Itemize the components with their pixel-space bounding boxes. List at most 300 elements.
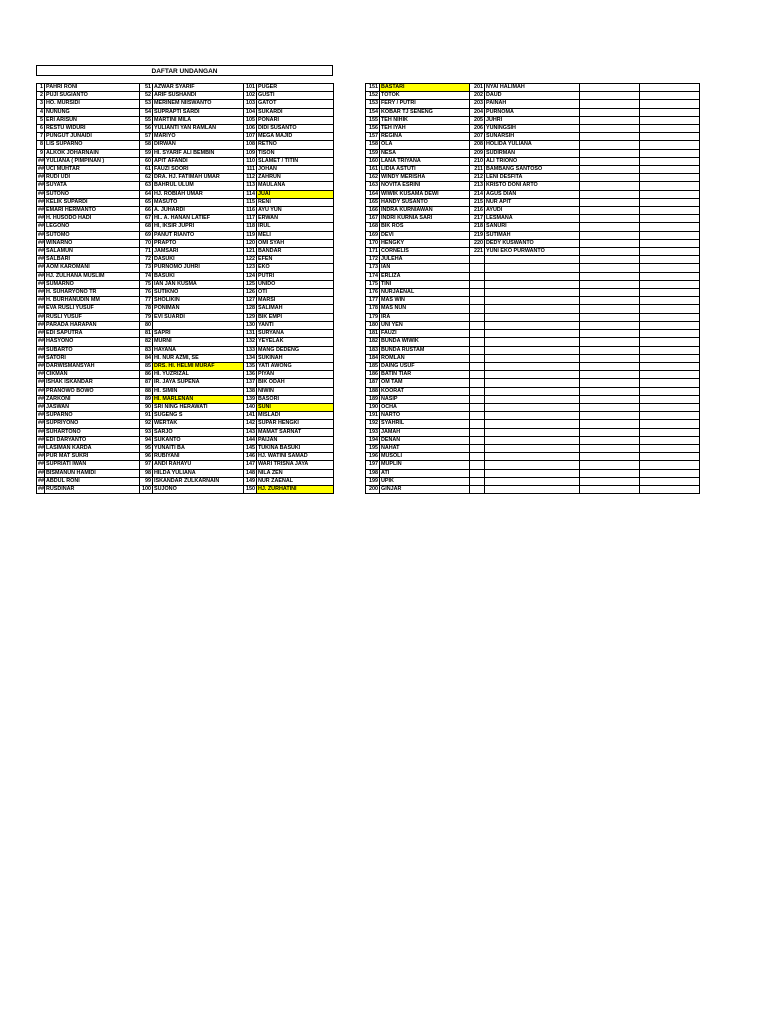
guest-number: 86 (140, 371, 153, 379)
guest-name: LASIMAN KARDA (45, 444, 140, 452)
guest-number: 77 (140, 297, 153, 305)
table-row (37, 231, 334, 239)
guest-number: 160 (366, 157, 380, 165)
table-row (366, 420, 700, 428)
guest-name: NYAI HALIMAH (485, 84, 580, 92)
guest-number: 113 (244, 182, 257, 190)
table-row (366, 313, 700, 321)
guest-name: SUTONO (45, 190, 140, 198)
table-row (37, 182, 334, 190)
table-row (366, 149, 700, 157)
empty-cell (580, 379, 640, 387)
empty-cell (640, 166, 700, 174)
guest-name: WINDY MERISHA (380, 174, 470, 182)
guest-number: 134 (244, 354, 257, 362)
guest-number: 62 (140, 174, 153, 182)
guest-number: ## (38, 436, 44, 443)
guest-number: ## (38, 256, 44, 263)
guest-name: INDRA KURNIAWAN (380, 207, 470, 215)
guest-number: 117 (244, 215, 257, 223)
guest-number: 68 (140, 223, 153, 231)
guest-number: 176 (366, 289, 380, 297)
guest-number: 66 (140, 207, 153, 215)
guest-name: MARIYO (153, 133, 244, 141)
guest-number: ## (38, 330, 44, 337)
empty-cell (640, 100, 700, 108)
guest-number: 61 (140, 166, 153, 174)
guest-name (485, 338, 580, 346)
empty-cell (580, 485, 640, 493)
guest-number: 100 (140, 485, 153, 493)
empty-cell (580, 84, 640, 92)
guest-number: 155 (366, 116, 380, 124)
table-row (366, 436, 700, 444)
guest-number: 63 (140, 182, 153, 190)
empty-cell (640, 84, 700, 92)
table-row (366, 297, 700, 305)
table-row (366, 387, 700, 395)
guest-number: 123 (244, 264, 257, 272)
guest-number: 200 (366, 485, 380, 493)
guest-number (470, 289, 485, 297)
guest-name: DRS. HI. HELMI MURAF (153, 362, 244, 370)
guest-name (485, 264, 580, 272)
guest-name: HJ. WATINI SAMAD (257, 453, 334, 461)
guest-name: DENAN (380, 436, 470, 444)
guest-number: 56 (140, 125, 153, 133)
guest-number: ## (38, 379, 44, 386)
guest-name: SALAMUN (45, 248, 140, 256)
guest-number: 132 (244, 338, 257, 346)
guest-number: 115 (244, 198, 257, 206)
table-row (366, 100, 700, 108)
guest-name: PUTRI (257, 272, 334, 280)
guest-number (470, 444, 485, 452)
table-row (366, 272, 700, 280)
guest-number: 185 (366, 362, 380, 370)
guest-name (485, 436, 580, 444)
guest-name: DIDI SUSANTO (257, 125, 334, 133)
guest-name: YULIANTI YAN RAMLAN (153, 125, 244, 133)
guest-name: ATI (380, 469, 470, 477)
table-row (37, 133, 334, 141)
guest-number: 177 (366, 297, 380, 305)
empty-cell (580, 182, 640, 190)
guest-number (470, 395, 485, 403)
empty-cell (640, 198, 700, 206)
table-row (366, 248, 700, 256)
guest-number: 217 (470, 215, 485, 223)
guest-number: ## (38, 346, 44, 353)
guest-number: 2 (37, 92, 45, 100)
guest-number: 179 (366, 313, 380, 321)
guest-name: OTI (257, 289, 334, 297)
guest-name: SAPRI (153, 330, 244, 338)
guest-name: KRISTO DONI ARTO (485, 182, 580, 190)
guest-number (470, 280, 485, 288)
guest-name: EVA RUSLI YUSUF (45, 305, 140, 313)
table-row (37, 297, 334, 305)
table-row (366, 157, 700, 165)
empty-cell (580, 321, 640, 329)
guest-name: SRI NING HERAWATI (153, 403, 244, 411)
guest-number: 133 (244, 346, 257, 354)
guest-number: 84 (140, 354, 153, 362)
table-row (366, 321, 700, 329)
guest-number: 83 (140, 346, 153, 354)
guest-number: 93 (140, 428, 153, 436)
table-row (366, 428, 700, 436)
guest-number: 106 (244, 125, 257, 133)
guest-name: DAING USUF (380, 362, 470, 370)
guest-number: 202 (470, 92, 485, 100)
guest-name: RESTU WIDURI (45, 125, 140, 133)
guest-number: 8 (37, 141, 45, 149)
table-row (37, 190, 334, 198)
table-row (37, 264, 334, 272)
guest-number: 172 (366, 256, 380, 264)
guest-name: SUKARDI (257, 108, 334, 116)
guest-number (470, 256, 485, 264)
empty-cell (580, 174, 640, 182)
guest-number: 220 (470, 239, 485, 247)
guest-name: MUSOLI (380, 453, 470, 461)
guest-name: SURYANA (257, 330, 334, 338)
guest-number (470, 420, 485, 428)
table-row (37, 256, 334, 264)
guest-name: SUPAR HENGKI (257, 420, 334, 428)
table-row (366, 108, 700, 116)
guest-name: BIK ODAH (257, 379, 334, 387)
guest-name: UPIK (380, 477, 470, 485)
guest-number: 221 (470, 248, 485, 256)
guest-name: RETNO (257, 141, 334, 149)
guest-number: 142 (244, 420, 257, 428)
guest-name (485, 371, 580, 379)
guest-name: JULEHA (380, 256, 470, 264)
guest-number: 121 (244, 248, 257, 256)
table-row (366, 256, 700, 264)
guest-name: AZWAR SYARIF (153, 84, 244, 92)
guest-number: 101 (244, 84, 257, 92)
guest-name (485, 305, 580, 313)
guest-name: EKO (257, 264, 334, 272)
table-row (37, 436, 334, 444)
empty-cell (580, 297, 640, 305)
empty-cell (640, 92, 700, 100)
guest-number: 184 (366, 354, 380, 362)
guest-number: 186 (366, 371, 380, 379)
guest-number: ## (38, 297, 44, 304)
guest-name: YANTI (257, 321, 334, 329)
guest-name: IAN JAN KUSMA (153, 280, 244, 288)
table-row (37, 100, 334, 108)
guest-name: RUDI UDI (45, 174, 140, 182)
empty-cell (580, 461, 640, 469)
guest-name (485, 280, 580, 288)
guest-number (470, 461, 485, 469)
guest-name: KELIK SUPARDI (45, 198, 140, 206)
guest-number: 82 (140, 338, 153, 346)
guest-number: 79 (140, 313, 153, 321)
guest-name: AYU YUN (257, 207, 334, 215)
table-row (366, 215, 700, 223)
guest-name: TEH IYAH (380, 125, 470, 133)
guest-name: BATIN TIAR (380, 371, 470, 379)
guest-number: 107 (244, 133, 257, 141)
table-row (37, 379, 334, 387)
guest-name: WERTAK (153, 420, 244, 428)
guest-number: 149 (244, 477, 257, 485)
empty-cell (580, 338, 640, 346)
empty-cell (580, 215, 640, 223)
table-row (366, 403, 700, 411)
table-row (366, 92, 700, 100)
empty-cell (580, 272, 640, 280)
guest-name: H. BURHANUDIN MM (45, 297, 140, 305)
table-row (37, 166, 334, 174)
guest-number: ## (38, 371, 44, 378)
guest-name: MANG DEDENG (257, 346, 334, 354)
guest-number (470, 428, 485, 436)
guest-number: 218 (470, 223, 485, 231)
guest-name: BASUKI (153, 272, 244, 280)
guest-number: ## (38, 215, 44, 222)
guest-number: 67 (140, 215, 153, 223)
guest-name: SUHARTONO (45, 428, 140, 436)
guest-name: BASORI (257, 395, 334, 403)
empty-cell (580, 198, 640, 206)
guest-number: 57 (140, 133, 153, 141)
guest-name: PONIMAN (153, 305, 244, 313)
guest-name: TEH NIHIK (380, 116, 470, 124)
guest-name: SUGENG S (153, 412, 244, 420)
guest-name: PUR MAT SUKRI (45, 453, 140, 461)
table-row (37, 338, 334, 346)
guest-name (485, 453, 580, 461)
empty-cell (640, 207, 700, 215)
guest-name: EVI SUARDI (153, 313, 244, 321)
guest-number: 90 (140, 403, 153, 411)
guest-name: DARWISMANSYAH (45, 362, 140, 370)
guest-number: 116 (244, 207, 257, 215)
guest-name: SUPRIYONO (45, 420, 140, 428)
table-row (366, 305, 700, 313)
guest-name: SANURI (485, 223, 580, 231)
guest-number: 54 (140, 108, 153, 116)
guest-name (485, 477, 580, 485)
guest-number: 197 (366, 461, 380, 469)
guest-name: PURNOMA (485, 108, 580, 116)
guest-number: ## (38, 182, 44, 189)
guest-name: YULIANA ( PIMPINAN ) (45, 157, 140, 165)
table-row (37, 395, 334, 403)
guest-number: 95 (140, 444, 153, 452)
empty-cell (640, 190, 700, 198)
guest-name: HENGKY (380, 239, 470, 247)
guest-number (470, 469, 485, 477)
guest-number: ## (38, 264, 44, 271)
guest-number: ## (38, 362, 44, 369)
empty-cell (640, 280, 700, 288)
guest-number: 169 (366, 231, 380, 239)
empty-cell (640, 141, 700, 149)
guest-name: SUJONO (153, 485, 244, 493)
guest-number: 216 (470, 207, 485, 215)
guest-number: 3 (37, 100, 45, 108)
guest-name (485, 461, 580, 469)
guest-number: 153 (366, 100, 380, 108)
guest-name: ZARKONI (45, 395, 140, 403)
guest-number: 165 (366, 198, 380, 206)
guest-name: HASYONO (45, 338, 140, 346)
guest-number: 102 (244, 92, 257, 100)
empty-cell (580, 305, 640, 313)
guest-number: 205 (470, 116, 485, 124)
guest-name: WIWIK KUSAMA DEWI (380, 190, 470, 198)
guest-number: ## (38, 289, 44, 296)
guest-name: HOLIDA YULIANA (485, 141, 580, 149)
guest-name: UCI MUHTAR (45, 166, 140, 174)
guest-name (485, 395, 580, 403)
guest-number: 170 (366, 239, 380, 247)
invitation-table-right (365, 83, 700, 494)
empty-cell (580, 453, 640, 461)
guest-number: 112 (244, 174, 257, 182)
table-row (37, 412, 334, 420)
table-row (37, 444, 334, 452)
guest-name (485, 272, 580, 280)
guest-number (470, 371, 485, 379)
guest-number: 189 (366, 395, 380, 403)
guest-name: YATI AWONG (257, 362, 334, 370)
table-row (366, 477, 700, 485)
guest-name: JUHRI (485, 116, 580, 124)
guest-name: WINARNO (45, 239, 140, 247)
guest-number: ## (38, 280, 44, 287)
table-row (37, 116, 334, 124)
empty-cell (640, 403, 700, 411)
guest-name (485, 330, 580, 338)
table-row (37, 108, 334, 116)
table-row (366, 485, 700, 493)
guest-number: 219 (470, 231, 485, 239)
guest-number: 211 (470, 166, 485, 174)
empty-cell (640, 395, 700, 403)
guest-name: ALI TRIONO (485, 157, 580, 165)
guest-number: 173 (366, 264, 380, 272)
guest-number (470, 387, 485, 395)
empty-cell (580, 223, 640, 231)
guest-number (470, 436, 485, 444)
guest-number: 126 (244, 289, 257, 297)
guest-number: ## (38, 239, 44, 246)
empty-cell (580, 133, 640, 141)
table-row (366, 198, 700, 206)
guest-name: LENI DESFITA (485, 174, 580, 182)
empty-cell (640, 444, 700, 452)
empty-cell (640, 420, 700, 428)
guest-number: 94 (140, 436, 153, 444)
guest-name: DAUD (485, 92, 580, 100)
guest-name: GINJAR (380, 485, 470, 493)
table-row (366, 461, 700, 469)
empty-cell (580, 371, 640, 379)
empty-cell (580, 469, 640, 477)
table-row (37, 453, 334, 461)
guest-name (485, 420, 580, 428)
empty-cell (640, 453, 700, 461)
guest-number: 190 (366, 403, 380, 411)
guest-number (470, 321, 485, 329)
guest-name: NARTO (380, 412, 470, 420)
empty-cell (640, 354, 700, 362)
guest-number: 137 (244, 379, 257, 387)
guest-number: 78 (140, 305, 153, 313)
guest-number: ## (38, 272, 44, 279)
empty-cell (640, 428, 700, 436)
guest-name: JAMAH (380, 428, 470, 436)
guest-name (485, 321, 580, 329)
empty-cell (580, 231, 640, 239)
empty-cell (640, 272, 700, 280)
guest-number: 195 (366, 444, 380, 452)
guest-name: LESMANA (485, 215, 580, 223)
guest-number: ## (38, 321, 44, 328)
guest-name: DEDY KUSWANTO (485, 239, 580, 247)
empty-cell (640, 182, 700, 190)
guest-number: 76 (140, 289, 153, 297)
empty-cell (580, 157, 640, 165)
table-row (37, 321, 334, 329)
empty-cell (580, 92, 640, 100)
guest-name (485, 469, 580, 477)
guest-name: DEVI (380, 231, 470, 239)
table-row (366, 346, 700, 354)
guest-number: 129 (244, 313, 257, 321)
guest-name: OLA (380, 141, 470, 149)
table-row (366, 174, 700, 182)
table-row (37, 428, 334, 436)
guest-number: ## (38, 403, 44, 410)
table-row (366, 330, 700, 338)
guest-number: 171 (366, 248, 380, 256)
guest-number: 191 (366, 412, 380, 420)
guest-number: 111 (244, 166, 257, 174)
table-row (366, 239, 700, 247)
empty-cell (640, 223, 700, 231)
guest-name: H. SUHARYONO TR (45, 289, 140, 297)
guest-number: 52 (140, 92, 153, 100)
empty-cell (580, 354, 640, 362)
empty-cell (640, 461, 700, 469)
guest-number: 65 (140, 198, 153, 206)
guest-name: BISMANUN HAMIDI (45, 469, 140, 477)
table-row (366, 280, 700, 288)
empty-cell (640, 469, 700, 477)
guest-number: 204 (470, 108, 485, 116)
guest-name: ERI ARISUN (45, 116, 140, 124)
table-row (37, 280, 334, 288)
guest-name (485, 346, 580, 354)
empty-cell (580, 239, 640, 247)
empty-cell (580, 330, 640, 338)
empty-cell (640, 239, 700, 247)
guest-name: SALIMAH (257, 305, 334, 313)
guest-number (470, 272, 485, 280)
empty-cell (640, 330, 700, 338)
empty-cell (580, 289, 640, 297)
